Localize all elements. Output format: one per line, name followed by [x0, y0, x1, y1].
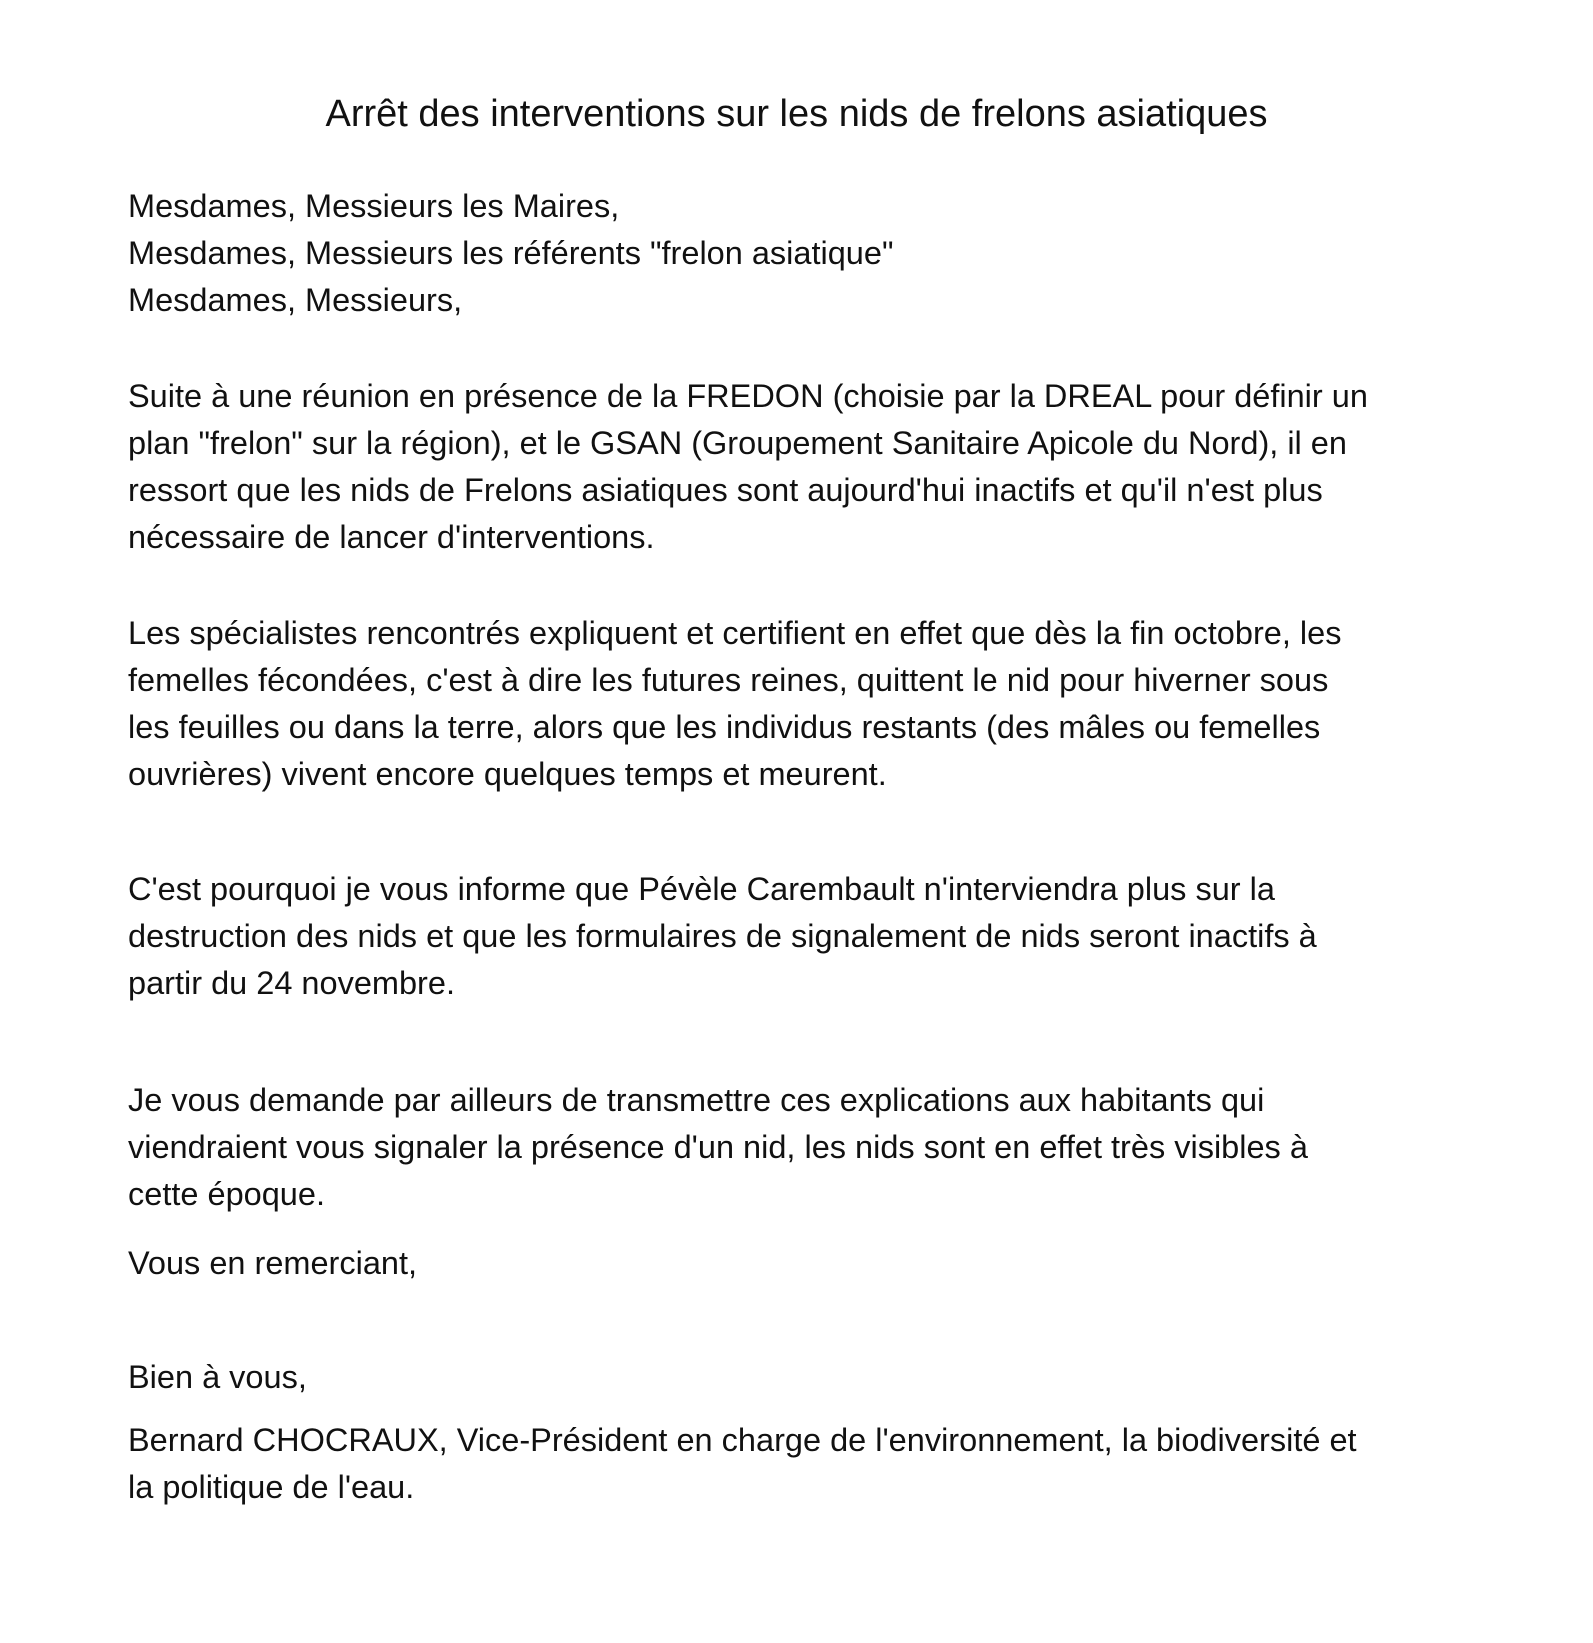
- signature-line: la politique de l'eau.: [128, 1469, 415, 1505]
- paragraph-line: Je vous demande par ailleurs de transmettre ces explications aux habitants qui: [128, 1082, 1265, 1118]
- paragraph-line: destruction des nids et que les formulaires de signalement de nids seront inactifs à: [128, 918, 1317, 954]
- paragraph-line: partir du 24 novembre.: [128, 965, 455, 1001]
- paragraph-transmit-request: [128, 1077, 1488, 1218]
- paragraph-line: plan "frelon" sur la région), et le GSAN (Groupement Sanitaire Apicole du Nord), il en: [128, 425, 1347, 461]
- paragraph-intervention-stop: [128, 866, 1488, 1007]
- paragraph-line: C'est pourquoi je vous informe que Pévèle Carembault n'interviendra plus sur la: [128, 871, 1275, 907]
- document-title: Arrêt des interventions sur les nids de frelons asiatiques: [325, 93, 1268, 135]
- paragraph-line: femelles fécondées, c'est à dire les futures reines, quittent le nid pour hiverner sous: [128, 662, 1329, 698]
- closing-line: Vous en remerciant,: [128, 1245, 418, 1281]
- signature-line: Bernard CHOCRAUX, Vice-Président en charge de l'environnement, la biodiversité et: [128, 1422, 1357, 1458]
- paragraph-line: Les spécialistes rencontrés expliquent et certifient en effet que dès la fin octobre, les: [128, 615, 1342, 651]
- salutation-line: Mesdames, Messieurs,: [128, 282, 463, 318]
- signature-block: [128, 1417, 1488, 1511]
- paragraph-line: les feuilles ou dans la terre, alors que les individus restants (des mâles ou femelles: [128, 709, 1321, 745]
- paragraph-line: ressort que les nids de Frelons asiatiques sont aujourd'hui inactifs et qu'il n'est plus: [128, 472, 1323, 508]
- closing-line: Bien à vous,: [128, 1359, 307, 1395]
- paragraph-line: nécessaire de lancer d'interventions.: [128, 519, 655, 555]
- paragraph-line: Suite à une réunion en présence de la FREDON (choisie par la DREAL pour définir un: [128, 378, 1368, 414]
- paragraph-line: viendraient vous signaler la présence d'un nid, les nids sont en effet très visibles à: [128, 1129, 1308, 1165]
- salutation-block: [128, 183, 1488, 324]
- paragraph-specialists-explanation: [128, 610, 1488, 798]
- paragraph-line: ouvrières) vivent encore quelques temps et meurent.: [128, 756, 887, 792]
- salutation-line: Mesdames, Messieurs les Maires,: [128, 188, 620, 224]
- closing-thanks: [128, 1240, 1488, 1287]
- paragraph-line: cette époque.: [128, 1176, 325, 1212]
- closing-regards: [128, 1354, 1488, 1401]
- paragraph-meeting-summary: [128, 373, 1488, 561]
- salutation-line: Mesdames, Messieurs les référents "frelon asiatique": [128, 235, 894, 271]
